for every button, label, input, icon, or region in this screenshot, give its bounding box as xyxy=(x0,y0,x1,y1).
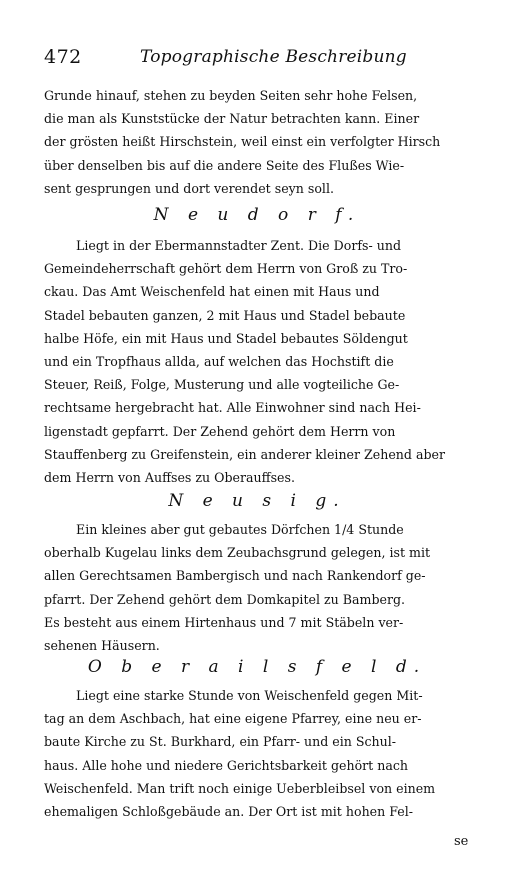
text-line: rechtsame hergebracht hat. Alle Einwohner sind nach Hei- xyxy=(44,400,421,416)
text-line: die man als Kunststücke der Natur betrachten kann. Einer xyxy=(44,111,420,127)
paragraph-hirschstein xyxy=(44,84,476,200)
text-line: und ein Tropfhaus allda, auf welchen das Hochstift die xyxy=(44,353,394,369)
text-line: Stadel bebauten ganzen, 2 mit Haus und Stadel bebaute xyxy=(44,307,406,323)
section-heading-oberailsfeld: O b e r a i l s f e l d. xyxy=(87,657,427,677)
section-heading-neusig: N e u s i g. xyxy=(168,491,346,511)
text-line: dem Herrn von Auffses zu Oberauffses. xyxy=(44,469,295,485)
text-line: der grösten heißt Hirschstein, weil einst ein verfolgter Hirsch xyxy=(44,134,441,150)
text-line: Gemeindeherrschaft gehört dem Herrn von Groß zu Tro- xyxy=(44,261,408,277)
text-line: Liegt eine starke Stunde von Weischenfeld gegen Mit- xyxy=(76,688,423,703)
text-line: ligenstadt gepfarrt. Der Zehend gehört dem Herrn von xyxy=(44,423,396,439)
text-line: haus. Alle hohe und niedere Gerichtsbarkeit gehört nach xyxy=(44,757,409,773)
text-line: halbe Höfe, ein mit Haus und Stadel bebautes Söldengut xyxy=(44,330,408,346)
section-heading-neudorf: N e u d o r f. xyxy=(153,205,361,225)
text-line: allen Gerechtsamen Bambergisch und nach Rankendorf ge- xyxy=(44,568,426,584)
text-line: ckau. Das Amt Weischenfeld hat einen mit Haus und xyxy=(44,284,380,300)
running-head: Topographische Beschreibung xyxy=(140,47,407,67)
text-line: Es besteht aus einem Hirtenhaus und 7 mit Stäbeln ver- xyxy=(44,614,404,630)
paragraph-oberailsfeld xyxy=(44,684,476,823)
text-line: Steuer, Reiß, Folge, Musterung und alle vogteiliche Ge- xyxy=(44,377,400,393)
text-line: sehenen Häusern. xyxy=(44,637,160,653)
text-line: Grunde hinauf, stehen zu beyden Seiten sehr hohe Felsen, xyxy=(44,88,418,103)
catchword: se xyxy=(454,834,469,849)
text-line: sent gesprungen und dort verendet seyn soll. xyxy=(44,180,334,196)
text-line: ehemaligen Schloßgebäude an. Der Ort ist mit hohen Fel- xyxy=(44,803,414,819)
text-line: Ein kleines aber gut gebautes Dörfchen 1/4 Stunde xyxy=(76,522,404,537)
text-line: oberhalb Kugelau links dem Zeubachsgrund gelegen, ist mit xyxy=(44,545,431,561)
text-line: Stauffenberg zu Greifenstein, ein anderer kleiner Zehend aber xyxy=(44,446,446,462)
text-line: über denselben bis auf die andere Seite des Flußes Wie- xyxy=(44,157,405,173)
text-line: baute Kirche zu St. Burkhard, ein Pfarr- und ein Schul- xyxy=(44,734,397,750)
text-line: Liegt in der Ebermannstadter Zent. Die Dorfs- und xyxy=(76,238,402,253)
text-line: pfarrt. Der Zehend gehört dem Domkapitel zu Bamberg. xyxy=(44,591,406,607)
text-line: Weischenfeld. Man trift noch einige Ueberbleibsel von einem xyxy=(44,780,436,796)
page-number: 472 xyxy=(44,46,82,68)
paragraph-neudorf xyxy=(44,234,476,489)
paragraph-neusig xyxy=(44,518,476,657)
page-header xyxy=(44,46,484,72)
text-line: tag an dem Aschbach, hat eine eigene Pfarrey, eine neu er- xyxy=(44,711,422,727)
